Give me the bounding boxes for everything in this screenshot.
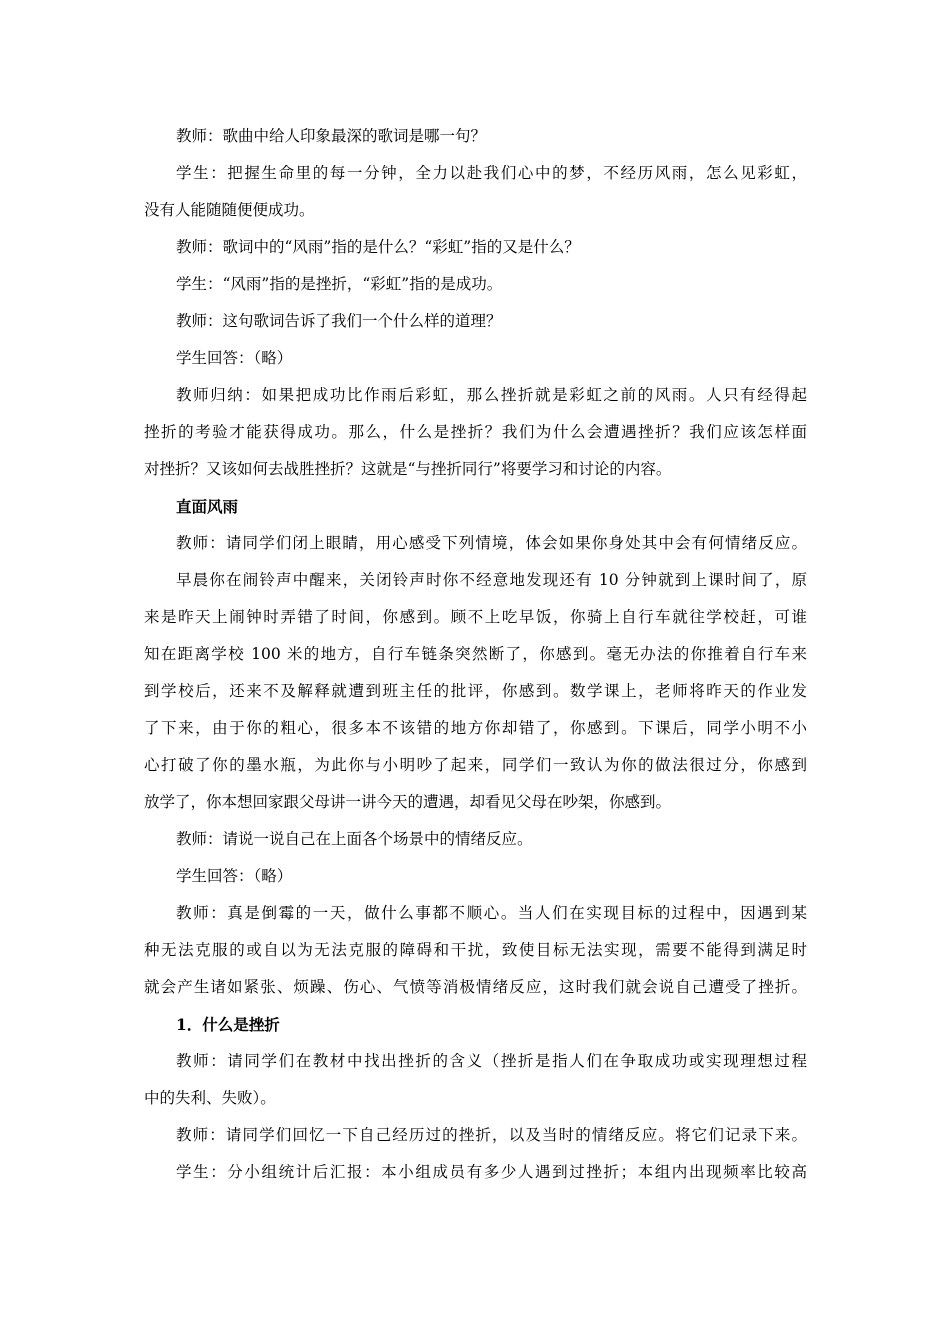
text-line: 挫折的考验才能获得成功。那么，什么是挫折？我们为什么会遭遇挫折？我们应该怎样面: [144, 423, 807, 441]
text-line: 教师：这句歌词告诉了我们一个什么样的道理？: [176, 312, 502, 330]
text-line: 就会产生诸如紧张、烦躁、伤心、气愤等消极情绪反应，这时我们就会说自己遭受了挫折。: [144, 978, 807, 996]
text-line: 中的失利、失败）。: [144, 1089, 276, 1107]
text-line: 早晨你在闹铃声中醒来，关闭铃声时你不经意地发现还有 10 分钟就到上课时间了，原: [176, 571, 807, 589]
text-line: 学生回答：（略）: [176, 349, 293, 367]
text-line: 放学了，你本想回家跟父母讲一讲今天的遭遇，却看见父母在吵架，你感到。: [144, 793, 672, 811]
text-line: 心打破了你的墨水瓶，为此你与小明吵了起来，同学们一致认为你的做法很过分，你感到: [144, 756, 807, 774]
text-line: 来是昨天上闹钟时弄错了时间，你感到。顾不上吃早饭，你骑上自行车就往学校赶，可谁: [144, 608, 807, 626]
text-line: 学生：“风雨”指的是挫折，“彩虹”指的是成功。: [176, 275, 503, 293]
text-line: 种无法克服的或自以为无法克服的障碍和干扰，致使目标无法实现，需要不能得到满足时: [144, 941, 807, 959]
text-line: 到学校后，还来不及解释就遭到班主任的批评，你感到。数学课上，老师将昨天的作业发: [144, 682, 807, 700]
text-line: 教师：真是倒霉的一天，做什么事都不顺心。当人们在实现目标的过程中，因遇到某: [176, 904, 807, 922]
text-line: 教师：请同学们回忆一下自己经历过的挫折，以及当时的情绪反应。将它们记录下来。: [176, 1126, 807, 1144]
section-heading: 直面风雨: [176, 497, 239, 516]
text-line: 学生：把握生命里的每一分钟，全力以赴我们心中的梦，不经历风雨，怎么见彩虹，: [176, 164, 807, 182]
text-line: 学生：分小组统计后汇报：本小组成员有多少人遇到过挫折；本组内出现频率比较高: [176, 1163, 807, 1181]
text-line: 没有人能随随便便成功。: [144, 201, 315, 219]
text-line: 教师归纳：如果把成功比作雨后彩虹，那么挫折就是彩虹之前的风雨。人只有经得起: [176, 386, 807, 404]
text-line: 教师：请说一说自己在上面各个场景中的情绪反应。: [176, 830, 533, 848]
document-body: [144, 118, 807, 1191]
text-line: 学生回答：（略）: [176, 867, 293, 885]
text-line: 教师：请同学们闭上眼睛，用心感受下列情境，体会如果你身处其中会有何情绪反应。: [176, 534, 807, 552]
text-line: 教师：请同学们在教材中找出挫折的含义（挫折是指人们在争取成功或实现理想过程: [176, 1052, 807, 1070]
text-line: 对挫折？又该如何去战胜挫折？这就是“与挫折同行”将要学习和讨论的内容。: [144, 460, 672, 478]
section-heading: 1．什么是挫折: [176, 1015, 280, 1034]
text-line: 知在距离学校 100 米的地方，自行车链条突然断了，你感到。毫无办法的你推着自行车来: [144, 645, 807, 663]
text-line: 教师：歌词中的“风雨”指的是什么？“彩虹”指的又是什么？: [176, 238, 580, 256]
text-line: 了下来，由于你的粗心，很多本不该错的地方你却错了，你感到。下课后，同学小明不小: [144, 719, 807, 737]
text-line: 教师：歌曲中给人印象最深的歌词是哪一句？: [176, 127, 487, 145]
